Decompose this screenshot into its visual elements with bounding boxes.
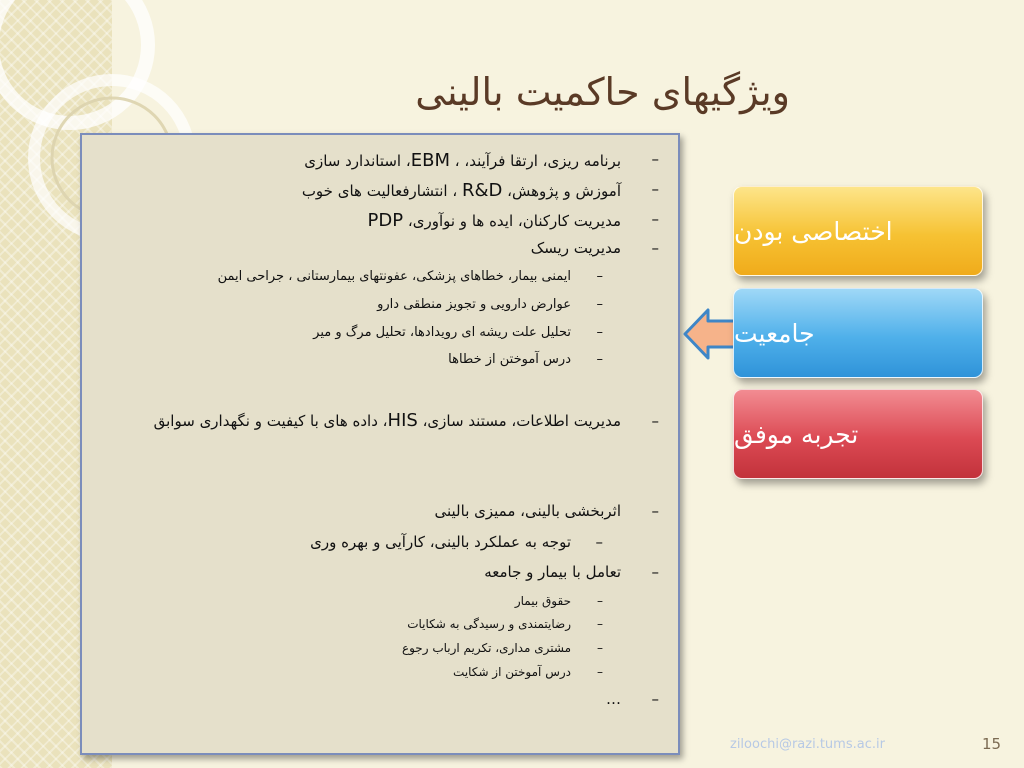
specificity-button[interactable] [733, 186, 983, 276]
list-item: – حقوق بیمار [515, 594, 571, 608]
successful-experience-button[interactable] [733, 389, 983, 479]
list-item: – درس آموختن از خطاها [448, 352, 571, 367]
list-item: – رضایتمندی و رسیدگی به شکایات [407, 617, 571, 631]
list-item: – عوارض دارویی و تجویز منطقی دارو [377, 297, 571, 312]
list-item: – برنامه ریزی، ارتقا فرآیند، ، EBM، استاندارد سازی [304, 150, 621, 171]
content-box [80, 133, 680, 755]
list-item: – مدیریت ریسک [531, 239, 621, 257]
footer-email: ziloochi@razi.tums.ac.ir [730, 737, 885, 752]
list-item: – مدیریت اطلاعات، مستند سازی، HIS، داده های با کیفیت و نگهداری سوابق [121, 407, 621, 435]
list-item: – مدیریت کارکنان، ایده ها و نوآوری، PDP [368, 210, 621, 231]
specificity-label: اختصاصی بودن [734, 216, 893, 246]
list-item: – مشتری مداری، تکریم ارباب رجوع [402, 641, 571, 655]
list-item: – … [606, 690, 621, 708]
list-item: – درس آموختن از شکایت [453, 665, 571, 679]
list-item: – توجه به عملکرد بالینی، کارآیی و بهره وری [310, 533, 571, 551]
list-item: – تعامل با بیمار و جامعه [484, 563, 621, 581]
left-arrow-icon [682, 306, 740, 362]
page-number: 15 [982, 735, 1002, 753]
comprehensiveness-label: جامعیت [734, 318, 815, 348]
successful-experience-label: تجربه موفق [734, 419, 859, 449]
comprehensiveness-button[interactable] [733, 288, 983, 378]
list-item: – ایمنی بیمار، خطاهای پزشکی، عفونتهای بیمارستانی ، جراحی ایمن [218, 269, 571, 284]
list-item: – آموزش و پژوهش، R&D ، انتشارفعالیت های خوب [302, 180, 621, 201]
list-item: – تحلیل علت ریشه ای رویدادها، تحلیل مرگ و میر [313, 325, 571, 340]
list-item: – اثربخشی بالینی، ممیزی بالینی [435, 502, 622, 520]
slide-title: ویژگیهای حاکمیت بالینی [415, 70, 790, 114]
